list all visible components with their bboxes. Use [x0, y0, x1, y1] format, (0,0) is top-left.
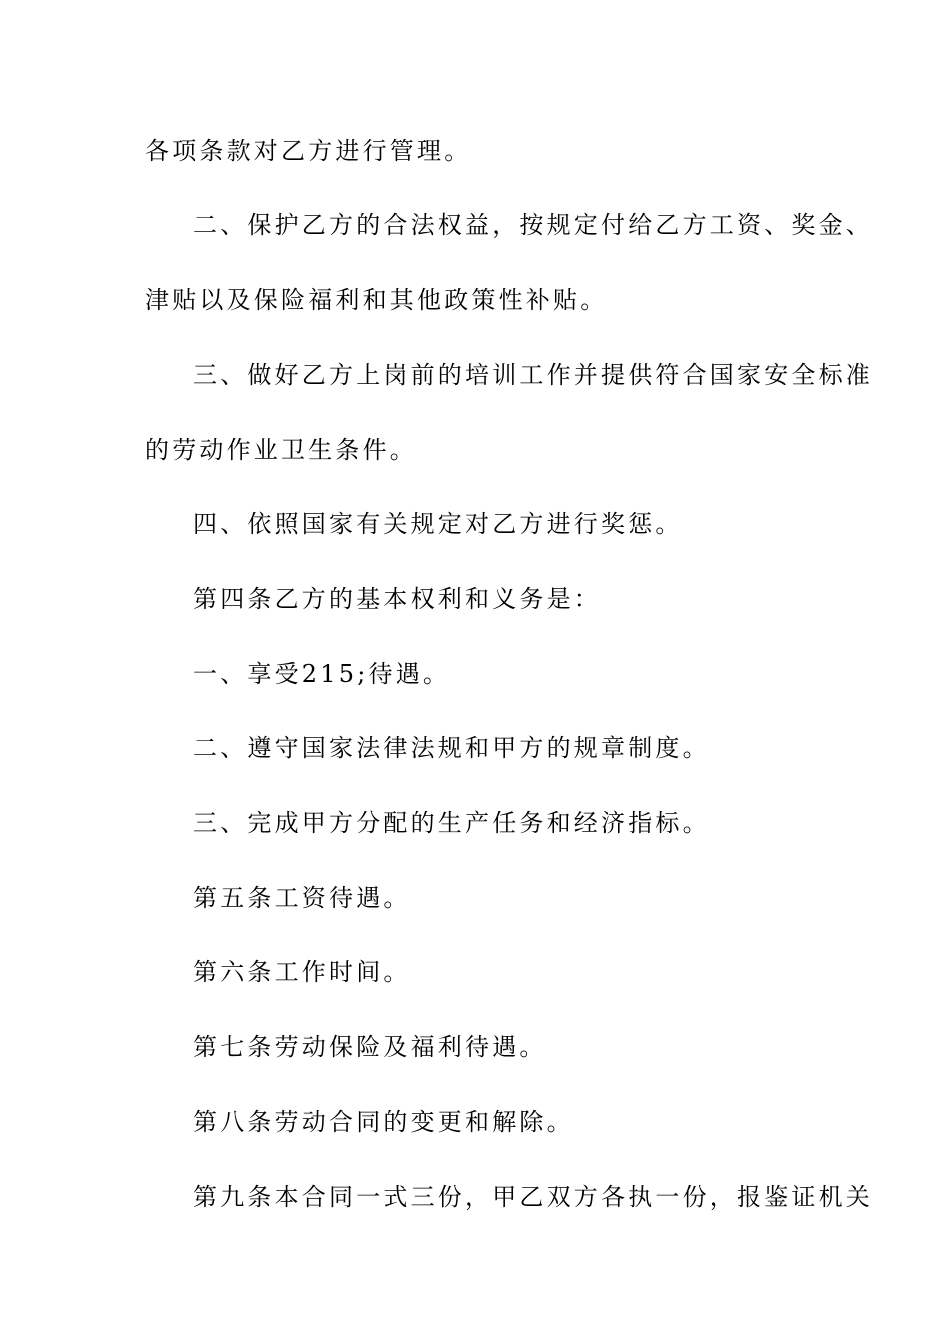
article-heading: 第八条劳动合同的变更和解除。 [193, 1108, 574, 1136]
article-heading: 第六条工作时间。 [193, 958, 411, 986]
paragraph-line: 四、依照国家有关规定对乙方进行奖惩。 [193, 510, 683, 538]
article-heading: 第五条工资待遇。 [193, 884, 411, 912]
article-heading: 第四条乙方的基本权利和义务是： [193, 585, 601, 613]
paragraph-line: 二、保护乙方的合法权益，按规定付给乙方工资、奖金、 [193, 211, 873, 239]
paragraph-line: 三、完成甲方分配的生产任务和经济指标。 [193, 809, 710, 837]
paragraph-line: 第九条本合同一式三份，甲乙双方各执一份，报鉴证机关 [193, 1183, 873, 1211]
paragraph-line: 二、遵守国家法律法规和甲方的规章制度。 [193, 734, 710, 762]
paragraph-line: 的劳动作业卫生条件。 [145, 436, 417, 464]
paragraph-line: 一、享受215;待遇。 [193, 660, 451, 688]
paragraph-line: 津贴以及保险福利和其他政策性补贴。 [145, 286, 608, 314]
paragraph-line: 各项条款对乙方进行管理。 [145, 137, 472, 165]
article-heading: 第七条劳动保险及福利待遇。 [193, 1033, 547, 1061]
paragraph-line: 三、做好乙方上岗前的培训工作并提供符合国家安全标准 [193, 361, 873, 389]
